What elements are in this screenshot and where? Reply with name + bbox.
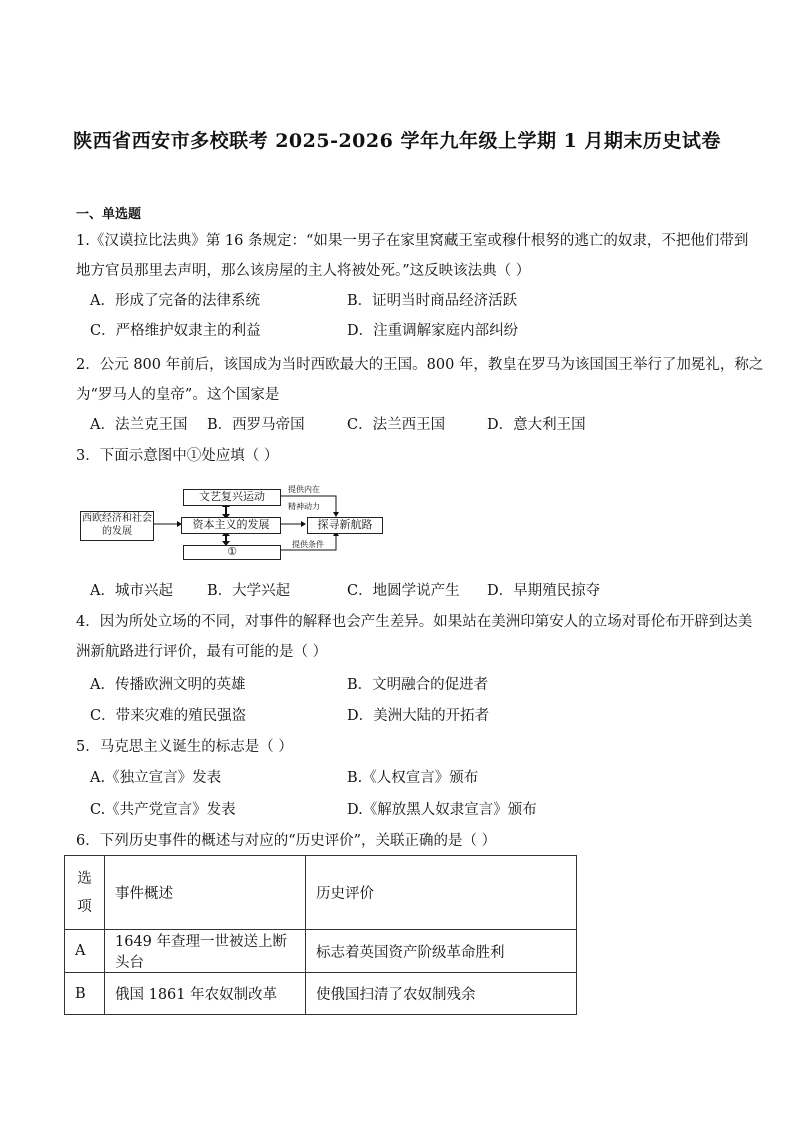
table-header-cell: 事件概述: [105, 856, 306, 930]
table-cell: B: [65, 973, 105, 1015]
label-inner-2: 精神动力: [288, 502, 320, 511]
new-route-box: 探寻新航路: [307, 517, 383, 534]
q4-option-b[interactable]: B．文明融合的促进者: [347, 677, 489, 693]
table-cell: 标志着英国资产阶级革命胜利: [306, 930, 577, 973]
q4-text-line1: 4．因为所处立场的不同，对事件的解释也会产生差异。如果站在美洲印第安人的立场对哥伦布开辟到达美: [76, 614, 753, 630]
q2-option-a[interactable]: A．法兰克王国: [90, 417, 188, 433]
q1-text-line2: 地方官员那里去声明，那么该房屋的主人将被处死。”这反映该法典（ ）: [76, 263, 531, 279]
q6-text-line1: 6．下列历史事件的概述与对应的“历史评价”，关联正确的是（ ）: [76, 833, 497, 849]
table-header-row: [65, 856, 577, 930]
q3-option-d[interactable]: D．早期殖民掠夺: [487, 583, 601, 599]
q5-option-a[interactable]: A.《独立宣言》发表: [90, 770, 222, 786]
q1-option-c[interactable]: C．严格维护奴隶主的利益: [90, 323, 261, 339]
western-development-box: 西欧经济和社会的发展: [80, 511, 154, 541]
q1-option-b[interactable]: B．证明当时商品经济活跃: [347, 293, 518, 309]
q5-option-b[interactable]: B.《人权宣言》颁布: [347, 770, 479, 786]
table-cell: 1649 年查理一世被送上断头台: [105, 930, 306, 973]
q3-option-c[interactable]: C．地圆学说产生: [347, 583, 460, 599]
q2-text-line2: 为“罗马人的皇帝”。这个国家是: [76, 387, 280, 403]
q5-option-c[interactable]: C.《共产党宣言》发表: [90, 802, 236, 818]
q2-option-d[interactable]: D．意大利王国: [487, 417, 586, 433]
q4-option-d[interactable]: D．美洲大陆的开拓者: [347, 708, 490, 724]
blank-box: ①: [183, 545, 281, 560]
exam-title: 陕西省西安市多校联考 2025-2026 学年九年级上学期 1 月期末历史试卷: [73, 130, 721, 152]
table-header-cell: 历史评价: [306, 856, 577, 930]
q4-text-line2: 洲新航路进行评价，最有可能的是（ ）: [76, 644, 328, 660]
q2-option-b[interactable]: B．西罗马帝国: [207, 417, 305, 433]
q6-table: [64, 855, 577, 1015]
section-heading: 一、单选题: [76, 207, 142, 222]
table-cell: 使俄国扫清了农奴制残余: [306, 973, 577, 1015]
q1-option-d[interactable]: D．注重调解家庭内部纠纷: [347, 323, 519, 339]
q5-text-line1: 5．马克思主义诞生的标志是（ ）: [76, 739, 293, 755]
q3-text-line1: 3．下面示意图中①处应填（ ）: [76, 448, 279, 464]
q5-option-d[interactable]: D.《解放黑人奴隶宣言》颁布: [347, 802, 537, 818]
capitalism-box: 资本主义的发展: [181, 517, 281, 534]
label-condition: 提供条件: [292, 540, 324, 549]
q3-option-b[interactable]: B．大学兴起: [207, 583, 291, 599]
table-row: [65, 930, 577, 973]
q1-text-line1: 1.《汉谟拉比法典》第 16 条规定：“如果一男子在家里窝藏王室或穆什根努的逃亡的奴隶，不把他们带到: [76, 233, 749, 249]
table-row: [65, 973, 577, 1015]
table-cell: 俄国 1861 年农奴制改革: [105, 973, 306, 1015]
label-inner-1: 提供内在: [288, 485, 320, 494]
q1-option-a[interactable]: A．形成了完备的法律系统: [90, 293, 260, 309]
q2-option-c[interactable]: C．法兰西王国: [347, 417, 446, 433]
renaissance-box: 文艺复兴运动: [183, 489, 281, 506]
q3-diagram: [80, 483, 410, 563]
table-cell: A: [65, 930, 105, 973]
q3-option-a[interactable]: A．城市兴起: [90, 583, 173, 599]
q2-text-line1: 2．公元 800 年前后，该国成为当时西欧最大的王国。800 年，教皇在罗马为该国国王举行了加冕礼，称之: [76, 357, 764, 373]
q4-option-a[interactable]: A．传播欧洲文明的英雄: [90, 677, 246, 693]
table-header-cell: 选项: [65, 856, 105, 930]
q4-option-c[interactable]: C．带来灾难的殖民强盗: [90, 708, 247, 724]
